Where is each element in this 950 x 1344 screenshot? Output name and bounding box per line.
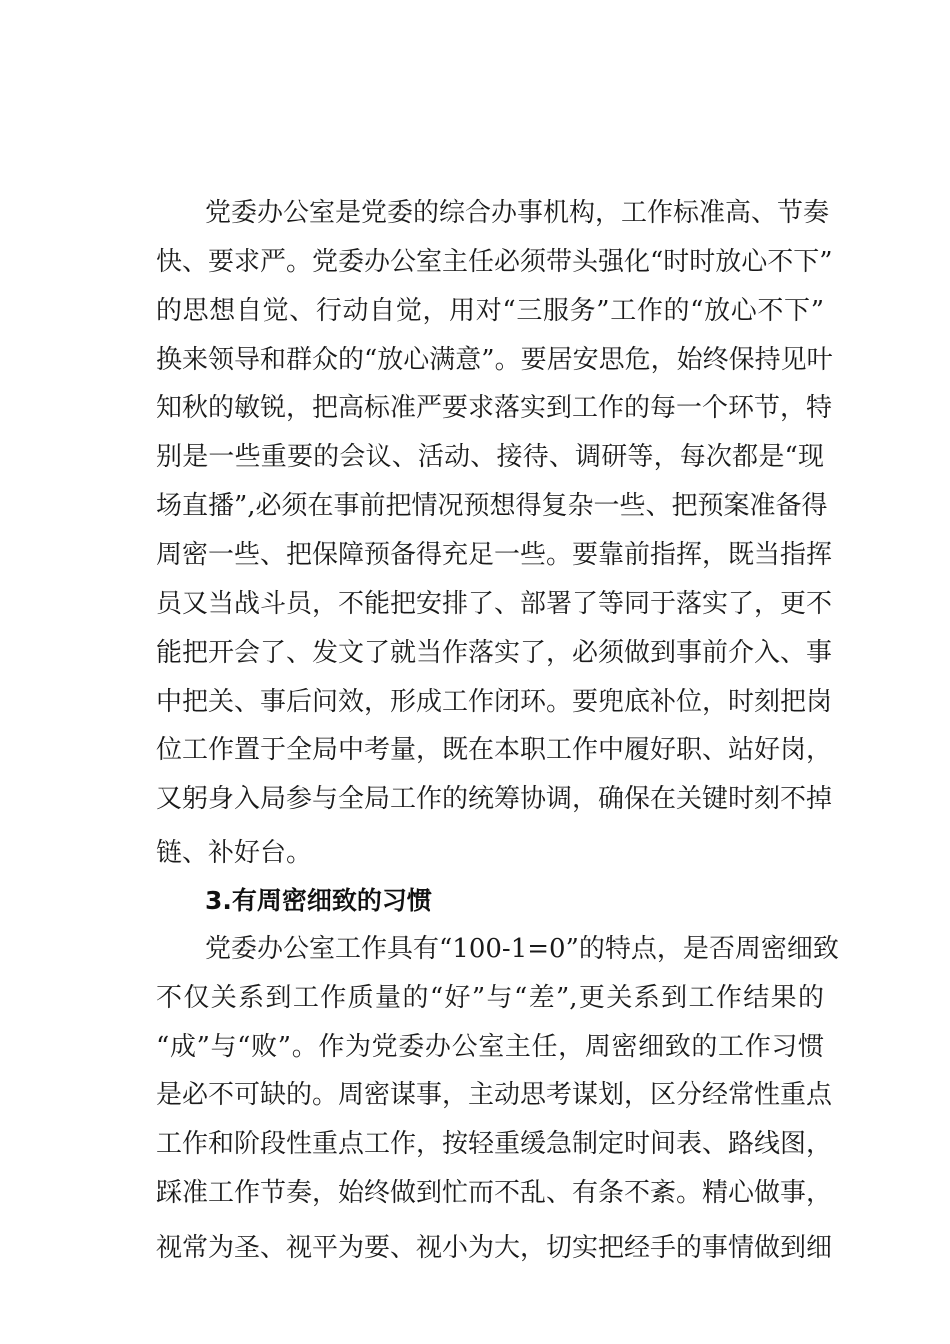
paragraph1-line-1: 党委办公室是党委的综合办事机构，工作标准高、节奏 [205, 198, 830, 228]
paragraph1-line-5: 知秋的敏锐，把高标准严要求落实到工作的每一个环节，特 [156, 393, 833, 423]
paragraph1-line-8: 周密一些、把保障预备得充足一些。要靠前指挥，既当指挥 [156, 540, 833, 570]
paragraph1-line-4: 换来领导和群众的“放心满意”。要居安思危，始终保持见叶 [156, 345, 833, 375]
paragraph1-line-3: 的思想自觉、行动自觉，用对“三服务”工作的“放心不下” [156, 296, 824, 326]
paragraph2-line-2: 不仅关系到工作质量的“好”与“差”,更关系到工作结果的 [156, 983, 824, 1013]
paragraph1-line-6: 别是一些重要的会议、活动、接待、调研等，每次都是“现 [156, 442, 824, 472]
paragraph2-line-6: 踩准工作节奏，始终做到忙而不乱、有条不紊。精心做事， [156, 1178, 833, 1208]
paragraph1-line-14: 链、补好台。 [156, 838, 313, 868]
paragraph1-line-10: 能把开会了、发文了就当作落实了，必须做到事前介入、事 [156, 638, 833, 668]
paragraph2-line-3: “成”与“败”。作为党委办公室主任，周密细致的工作习惯 [156, 1032, 824, 1062]
paragraph2-line-1: 党委办公室工作具有“100-1=0”的特点，是否周密细致 [205, 934, 839, 964]
paragraph1-line-12: 位工作置于全局中考量，既在本职工作中履好职、站好岗， [156, 735, 833, 765]
section-heading: 3.有周密细致的习惯 [205, 886, 432, 915]
paragraph1-line-13: 又躬身入局参与全局工作的统筹协调，确保在关键时刻不掉 [156, 784, 833, 814]
paragraph2-line-5: 工作和阶段性重点工作，按轻重缓急制定时间表、路线图， [156, 1129, 833, 1159]
paragraph2-line-4: 是必不可缺的。周密谋事，主动思考谋划，区分经常性重点 [156, 1080, 833, 1110]
paragraph1-line-9: 员又当战斗员，不能把安排了、部署了等同于落实了，更不 [156, 589, 833, 619]
paragraph1-line-2: 快、要求严。党委办公室主任必须带头强化“时时放心不下” [156, 247, 833, 277]
paragraph1-line-11: 中把关、事后问效，形成工作闭环。要兜底补位，时刻把岗 [156, 687, 833, 717]
paragraph1-line-7: 场直播”,必须在事前把情况预想得复杂一些、把预案准备得 [156, 491, 828, 521]
paragraph2-line-7: 视常为圣、视平为要、视小为大，切实把经手的事情做到细 [156, 1233, 833, 1263]
